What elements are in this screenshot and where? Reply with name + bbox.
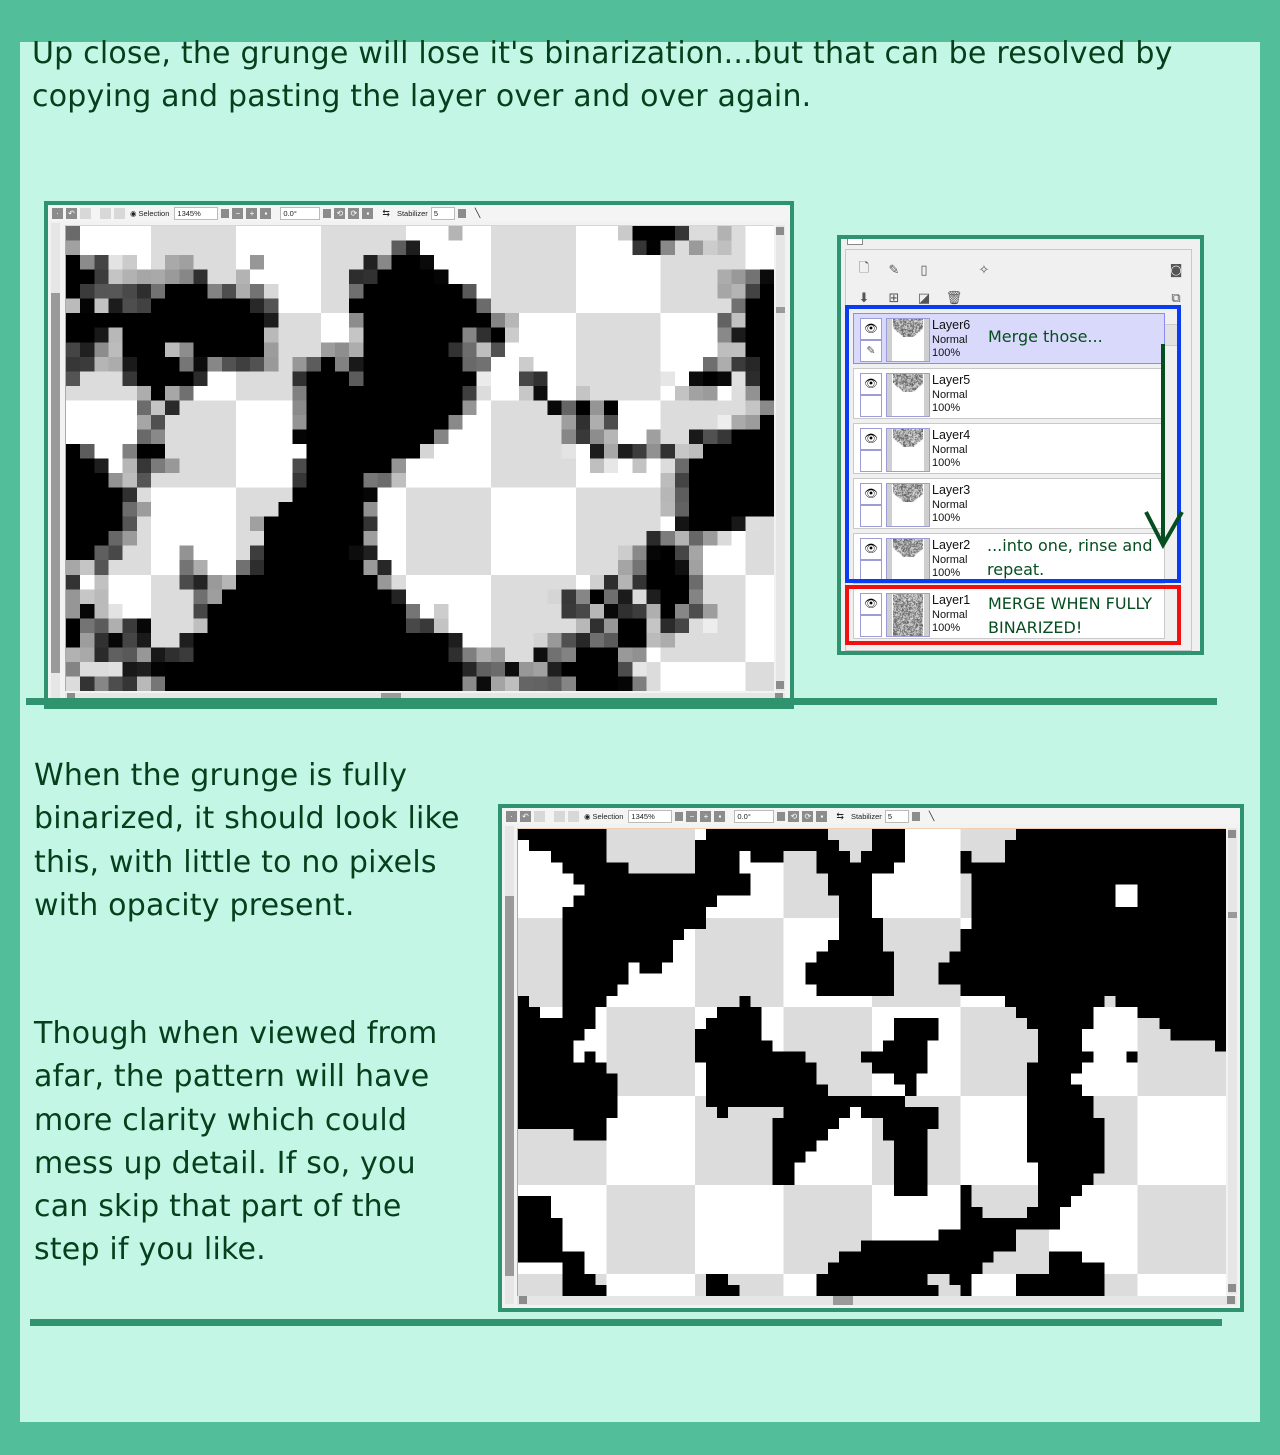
mask-icon[interactable]: ◙	[1169, 262, 1183, 278]
rotate-ccw-icon[interactable]: ⟲	[788, 811, 799, 822]
deselect-icon[interactable]	[554, 811, 565, 822]
layer-opacity: 100%	[932, 512, 961, 524]
line-tool-icon[interactable]: ╲	[474, 207, 481, 218]
note-merge-when: MERGE WHEN FULLY BINARIZED!	[988, 594, 1153, 637]
stabilizer-label: Stabilizer	[396, 208, 428, 218]
scroll-right-button[interactable]	[1227, 1296, 1235, 1304]
rotation-reset-icon[interactable]: ▪	[362, 208, 373, 219]
scroll-thumb[interactable]	[833, 1296, 853, 1305]
rotation-reset-icon[interactable]: ▪	[816, 811, 827, 822]
rotate-cw-icon[interactable]: ⟳	[802, 811, 813, 822]
eye-icon[interactable]: 👁	[860, 483, 882, 505]
eye-icon[interactable]: 👁	[860, 538, 882, 560]
zoomed-grunge-canvas[interactable]	[65, 225, 774, 691]
deselect-icon[interactable]	[100, 208, 111, 219]
transfer-down-icon[interactable]: ⬇	[858, 290, 870, 306]
invert-selection-icon[interactable]	[114, 208, 125, 219]
zoom-dropdown-icon[interactable]	[675, 812, 683, 821]
eraser-icon[interactable]: ◪	[917, 290, 931, 306]
note-merge-those: Merge those...	[988, 327, 1103, 346]
layer-opacity: 100%	[932, 347, 961, 359]
selection-label: Selection	[138, 208, 170, 218]
layer-name: Layer6	[932, 318, 971, 332]
horizontal-scrollbar[interactable]	[517, 1296, 1237, 1305]
canvas-screenshot-top	[44, 201, 794, 709]
trash-icon[interactable]: 🗑	[945, 290, 963, 306]
intro-text: Up close, the grunge will lose it's binarization...but that can be resolved by copying and pasting the layer over and over again.	[32, 36, 1173, 114]
eye-icon[interactable]: 👁	[860, 593, 882, 615]
zoom-value: 1345%	[631, 811, 655, 821]
zoom-in-icon[interactable]: +	[700, 811, 711, 822]
clipping-checkbox[interactable]	[847, 239, 863, 245]
layer-blend-mode: Normal	[932, 334, 968, 346]
ruler-icon[interactable]: ✧	[978, 262, 990, 278]
layer-opacity: 100%	[932, 457, 961, 469]
zoom-out-icon[interactable]: −	[686, 811, 697, 822]
scroll-thumb[interactable]	[51, 293, 60, 673]
rotation-value: 0.0°	[283, 208, 297, 218]
zoom-field[interactable]	[628, 810, 672, 823]
stabilizer-dropdown-icon[interactable]	[458, 209, 466, 218]
undo-icon[interactable]: ↶	[66, 208, 77, 219]
duplicate-icon[interactable]: ⧉	[1171, 290, 1181, 306]
menu-icon[interactable]: ·	[506, 811, 517, 822]
pencil-icon[interactable]: ✎	[860, 340, 882, 362]
layer-name: Layer5	[932, 373, 971, 387]
vertical-scrollbar-left[interactable]	[505, 826, 514, 1304]
stabilizer-field[interactable]	[885, 810, 909, 823]
zoom-reset-icon[interactable]: ▪	[714, 811, 725, 822]
layer-name: Layer2	[932, 538, 971, 552]
redo-icon[interactable]	[534, 811, 545, 822]
afar-description: Though when viewed from afar, the pattern will have more clarity which could mess up detail. If so, you can skip that part of the step if you like.	[34, 1016, 438, 1268]
rotate-cw-icon[interactable]: ⟳	[348, 208, 359, 219]
layer-name: Layer4	[932, 428, 971, 442]
vertical-scrollbar-left[interactable]	[51, 223, 60, 701]
rotation-value: 0.0°	[737, 811, 751, 821]
layer-opacity: 100%	[932, 622, 961, 634]
invert-selection-icon[interactable]	[568, 811, 579, 822]
stabilizer-value: 5	[433, 208, 438, 218]
scroll-thumb[interactable]	[505, 896, 514, 1276]
eye-icon: ◉	[130, 208, 137, 218]
layer-blend-mode: Normal	[932, 389, 968, 401]
eye-icon: ◉	[584, 811, 591, 821]
new-folder-icon[interactable]: ▯	[920, 262, 928, 278]
stabilizer-field[interactable]	[431, 207, 455, 220]
layer-opacity: 100%	[932, 567, 961, 579]
stabilizer-label: Stabilizer	[850, 811, 882, 821]
section-divider	[30, 1319, 1222, 1326]
rotation-field[interactable]	[280, 207, 320, 220]
flip-horizontal-icon[interactable]: ⇆	[382, 207, 390, 218]
section-divider	[26, 698, 1217, 705]
toolbar-top	[48, 205, 790, 221]
binarized-description: When the grunge is fully binarized, it should look like this, with little to no pixels with opacity present.	[34, 758, 460, 923]
layer-blend-mode: Normal	[932, 499, 968, 511]
toolbar-bottom	[502, 808, 1240, 824]
eye-icon[interactable]: 👁	[860, 373, 882, 395]
canvas-screenshot-bottom	[498, 804, 1244, 1312]
selection-visibility-toggle[interactable]	[582, 811, 625, 822]
binarized-grunge-canvas[interactable]	[517, 828, 1226, 1296]
zoom-field[interactable]	[174, 207, 218, 220]
note-into-one: ...into one, rinse and repeat.	[987, 536, 1153, 579]
layer-blend-mode: Normal	[932, 444, 968, 456]
scroll-down-button[interactable]	[1228, 1284, 1236, 1292]
merge-down-icon[interactable]: ⊞	[888, 290, 900, 306]
scroll-thumb[interactable]	[776, 307, 785, 313]
menu-icon[interactable]: ·	[52, 208, 63, 219]
zoom-in-icon[interactable]: +	[246, 208, 257, 219]
layer-name: Layer1	[932, 593, 971, 607]
stabilizer-dropdown-icon[interactable]	[912, 812, 920, 821]
rotation-field[interactable]	[734, 810, 774, 823]
scroll-up-button[interactable]	[1228, 830, 1236, 838]
scroll-thumb[interactable]	[1228, 912, 1237, 918]
zoom-value: 1345%	[177, 208, 201, 218]
layer-name: Layer3	[932, 483, 971, 497]
selection-label: Selection	[592, 811, 624, 821]
new-layer-icon[interactable]: 🗋	[858, 261, 870, 276]
layer-blend-mode: Normal	[932, 554, 968, 566]
rotation-dropdown-icon[interactable]	[777, 812, 785, 821]
rotate-ccw-icon[interactable]: ⟲	[334, 208, 345, 219]
redo-icon[interactable]	[80, 208, 91, 219]
stabilizer-value: 5	[887, 811, 892, 821]
scroll-left-button[interactable]	[519, 1296, 527, 1304]
layer-blend-mode: Normal	[932, 609, 968, 621]
vertical-scrollbar-right[interactable]	[1228, 828, 1237, 1294]
rotation-dropdown-icon[interactable]	[323, 209, 331, 218]
vertical-scrollbar-right[interactable]	[776, 225, 785, 691]
selection-visibility-toggle[interactable]	[128, 208, 171, 219]
down-arrow-icon	[1140, 340, 1190, 550]
new-linework-layer-icon[interactable]: ✎	[888, 262, 900, 278]
eye-icon[interactable]: 👁	[860, 428, 882, 450]
scroll-down-button[interactable]	[776, 681, 784, 689]
eye-icon[interactable]: 👁	[860, 318, 882, 340]
scroll-up-button[interactable]	[776, 227, 784, 235]
zoom-out-icon[interactable]: −	[232, 208, 243, 219]
line-tool-icon[interactable]: ╲	[928, 810, 935, 821]
zoom-dropdown-icon[interactable]	[221, 209, 229, 218]
layer-opacity: 100%	[932, 402, 961, 414]
undo-icon[interactable]: ↶	[520, 811, 531, 822]
zoom-reset-icon[interactable]: ▪	[260, 208, 271, 219]
flip-horizontal-icon[interactable]: ⇆	[836, 810, 844, 821]
